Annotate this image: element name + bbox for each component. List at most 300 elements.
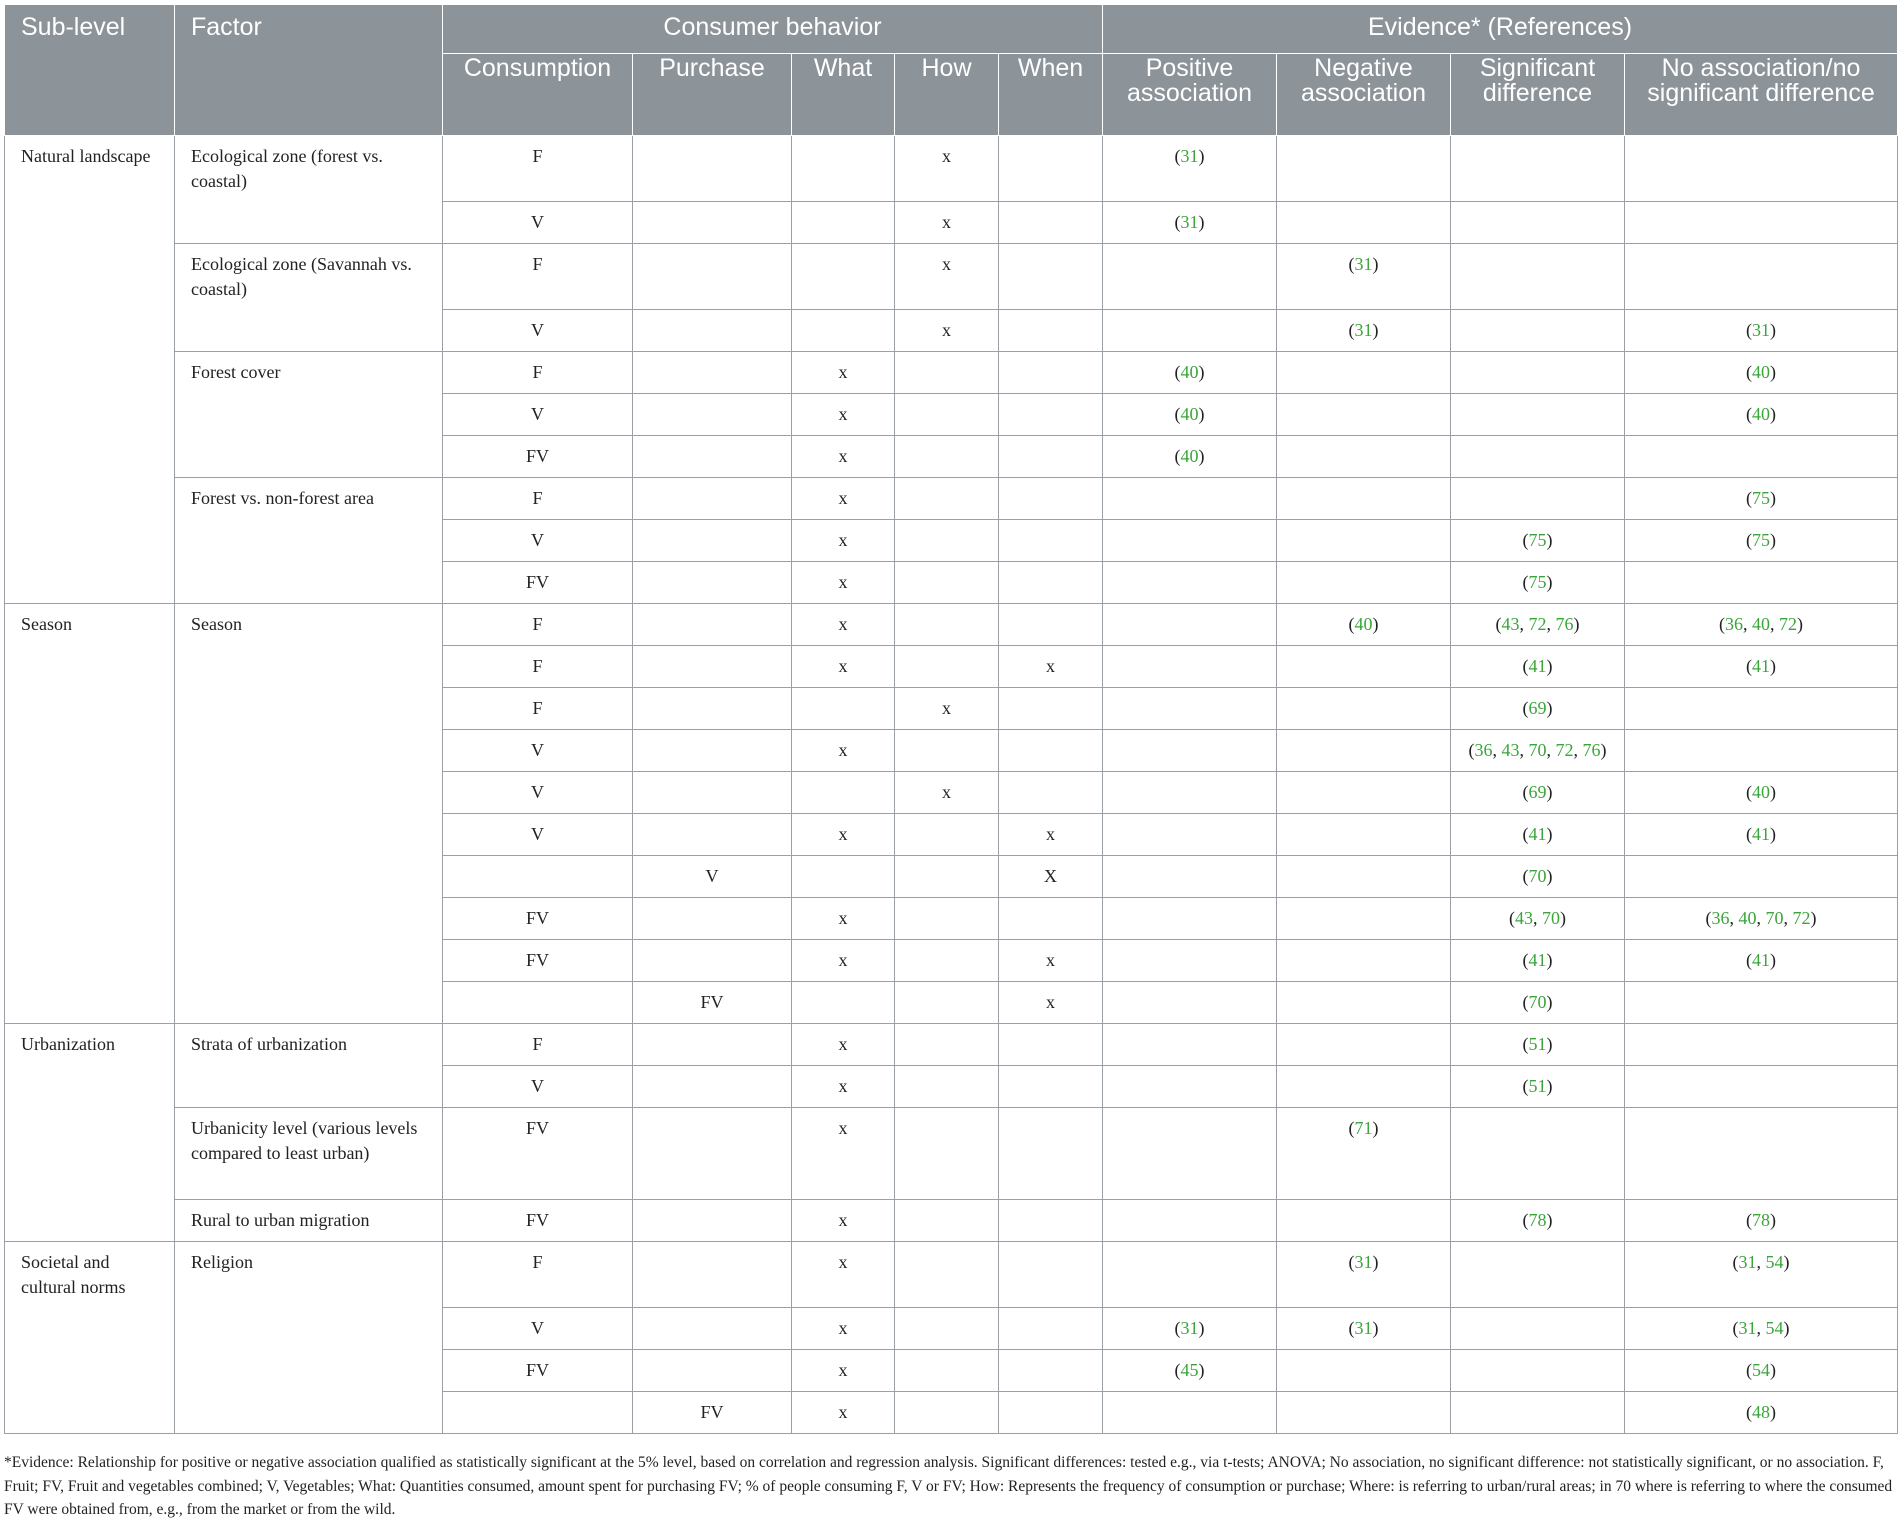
how-cell (895, 1350, 999, 1392)
when-cell (999, 394, 1103, 436)
reference-link[interactable]: 36 (1711, 908, 1730, 928)
how-cell (895, 1392, 999, 1434)
consumption-cell: FV (443, 1108, 633, 1200)
pos-evidence-cell (1103, 982, 1277, 1024)
header-no-association: No association/no significant difference (1625, 54, 1898, 136)
reference-link[interactable]: 71 (1354, 1118, 1373, 1138)
how-cell (895, 520, 999, 562)
what-cell: x (792, 562, 895, 604)
table-row (5, 352, 1898, 394)
reference-link[interactable]: 40 (1752, 782, 1770, 802)
reference-link[interactable]: 40 (1180, 404, 1199, 424)
purchase-cell (633, 730, 792, 772)
none-evidence-cell (1625, 982, 1898, 1024)
sig-evidence-cell: (41) (1451, 646, 1625, 688)
sig-evidence-cell (1451, 1108, 1625, 1200)
what-cell (792, 136, 895, 202)
when-cell (999, 1200, 1103, 1242)
when-cell: x (999, 646, 1103, 688)
consumption-cell: V (443, 730, 633, 772)
purchase-cell (633, 1024, 792, 1066)
none-evidence-cell: (31, 54) (1625, 1242, 1898, 1308)
reference-link[interactable]: 72 (1528, 614, 1547, 634)
purchase-cell (633, 940, 792, 982)
neg-evidence-cell (1277, 982, 1451, 1024)
neg-evidence-cell (1277, 898, 1451, 940)
neg-evidence-cell (1277, 436, 1451, 478)
reference-link[interactable]: 54 (1765, 1318, 1784, 1338)
how-cell (895, 604, 999, 646)
sig-evidence-cell: (36, 43, 70, 72, 76) (1451, 730, 1625, 772)
consumption-cell: V (443, 520, 633, 562)
purchase-cell (633, 520, 792, 562)
neg-evidence-cell: (40) (1277, 604, 1451, 646)
header-when: When (999, 54, 1103, 136)
none-evidence-cell: (40) (1625, 352, 1898, 394)
reference-link[interactable]: 41 (1528, 950, 1547, 970)
reference-link[interactable]: 70 (1528, 866, 1547, 886)
header-evidence: Evidence* (References) (1103, 5, 1898, 54)
what-cell: x (792, 940, 895, 982)
reference-link[interactable]: 51 (1528, 1034, 1547, 1054)
consumption-cell: F (443, 604, 633, 646)
consumption-cell (443, 982, 633, 1024)
none-evidence-cell (1625, 730, 1898, 772)
reference-link[interactable]: 78 (1528, 1210, 1547, 1230)
reference-link[interactable]: 54 (1765, 1252, 1784, 1272)
neg-evidence-cell (1277, 520, 1451, 562)
consumption-cell: FV (443, 436, 633, 478)
consumption-cell: V (443, 772, 633, 814)
when-cell (999, 520, 1103, 562)
how-cell (895, 730, 999, 772)
when-cell (999, 772, 1103, 814)
what-cell: x (792, 1108, 895, 1200)
reference-link[interactable]: 31 (1738, 1318, 1757, 1338)
how-cell (895, 394, 999, 436)
factor-cell: Urbanicity level (various levels compared to least urban) (175, 1108, 443, 1200)
consumption-cell: V (443, 394, 633, 436)
reference-link[interactable]: 31 (1738, 1252, 1757, 1272)
what-cell: x (792, 730, 895, 772)
sig-evidence-cell: (75) (1451, 520, 1625, 562)
purchase-cell (633, 1242, 792, 1308)
purchase-cell: FV (633, 1392, 792, 1434)
when-cell (999, 478, 1103, 520)
pos-evidence-cell: (40) (1103, 394, 1277, 436)
pos-evidence-cell (1103, 688, 1277, 730)
neg-evidence-cell (1277, 1350, 1451, 1392)
what-cell: x (792, 1066, 895, 1108)
reference-link[interactable]: 41 (1528, 824, 1547, 844)
what-cell (792, 772, 895, 814)
none-evidence-cell (1625, 856, 1898, 898)
factor-cell: Forest vs. non-forest area (175, 478, 443, 604)
neg-evidence-cell (1277, 646, 1451, 688)
how-cell (895, 982, 999, 1024)
header-consumer-behavior: Consumer behavior (443, 5, 1103, 54)
reference-link[interactable]: 69 (1528, 698, 1547, 718)
neg-evidence-cell (1277, 394, 1451, 436)
how-cell: x (895, 244, 999, 310)
none-evidence-cell (1625, 562, 1898, 604)
table-row (5, 604, 1898, 646)
sig-evidence-cell: (69) (1451, 688, 1625, 730)
reference-link[interactable]: 31 (1354, 320, 1373, 340)
sig-evidence-cell (1451, 1350, 1625, 1392)
reference-link[interactable]: 75 (1752, 530, 1770, 550)
table-row (5, 136, 1898, 202)
how-cell (895, 436, 999, 478)
what-cell: x (792, 352, 895, 394)
consumption-cell: F (443, 478, 633, 520)
reference-link[interactable]: 40 (1752, 362, 1770, 382)
what-cell (792, 688, 895, 730)
purchase-cell (633, 1108, 792, 1200)
pos-evidence-cell (1103, 1108, 1277, 1200)
none-evidence-cell: (75) (1625, 478, 1898, 520)
reference-link[interactable]: 76 (1582, 740, 1601, 760)
pos-evidence-cell (1103, 898, 1277, 940)
factor-cell: Religion (175, 1242, 443, 1434)
sig-evidence-cell (1451, 394, 1625, 436)
evidence-table (4, 4, 1898, 1434)
reference-link[interactable]: 43 (1515, 908, 1533, 928)
table-row (5, 244, 1898, 310)
sig-evidence-cell: (43, 70) (1451, 898, 1625, 940)
purchase-cell (633, 352, 792, 394)
reference-link[interactable]: 72 (1792, 908, 1811, 928)
none-evidence-cell: (36, 40, 72) (1625, 604, 1898, 646)
when-cell: x (999, 982, 1103, 1024)
header-significant-difference: Significant difference (1451, 54, 1625, 136)
how-cell (895, 898, 999, 940)
consumption-cell: V (443, 814, 633, 856)
neg-evidence-cell (1277, 1024, 1451, 1066)
pos-evidence-cell: (40) (1103, 436, 1277, 478)
reference-link[interactable]: 48 (1752, 1402, 1770, 1422)
purchase-cell (633, 688, 792, 730)
consumption-cell: FV (443, 940, 633, 982)
how-cell (895, 1242, 999, 1308)
when-cell: x (999, 814, 1103, 856)
pos-evidence-cell (1103, 730, 1277, 772)
factor-cell: Strata of urbanization (175, 1024, 443, 1108)
how-cell: x (895, 202, 999, 244)
sub-level-cell: Season (5, 604, 175, 1024)
when-cell (999, 1024, 1103, 1066)
sig-evidence-cell (1451, 244, 1625, 310)
pos-evidence-cell: (31) (1103, 136, 1277, 202)
reference-link[interactable]: 54 (1752, 1360, 1770, 1380)
table-row (5, 1024, 1898, 1066)
reference-link[interactable]: 78 (1752, 1210, 1770, 1230)
consumption-cell: V (443, 1066, 633, 1108)
sub-level-cell: Societal and cultural norms (5, 1242, 175, 1434)
purchase-cell: V (633, 856, 792, 898)
none-evidence-cell: (31) (1625, 310, 1898, 352)
when-cell (999, 310, 1103, 352)
reference-link[interactable]: 40 (1180, 362, 1199, 382)
when-cell (999, 1308, 1103, 1350)
consumption-cell: FV (443, 1350, 633, 1392)
when-cell (999, 244, 1103, 310)
consumption-cell (443, 856, 633, 898)
neg-evidence-cell (1277, 478, 1451, 520)
purchase-cell (633, 244, 792, 310)
reference-link[interactable]: 76 (1555, 614, 1574, 634)
when-cell (999, 562, 1103, 604)
none-evidence-cell: (41) (1625, 940, 1898, 982)
none-evidence-cell: (40) (1625, 772, 1898, 814)
how-cell (895, 1200, 999, 1242)
header-purchase: Purchase (633, 54, 792, 136)
header-positive-association: Positive association (1103, 54, 1277, 136)
when-cell (999, 436, 1103, 478)
none-evidence-cell: (31, 54) (1625, 1308, 1898, 1350)
neg-evidence-cell (1277, 940, 1451, 982)
consumption-cell: F (443, 244, 633, 310)
when-cell (999, 898, 1103, 940)
pos-evidence-cell (1103, 646, 1277, 688)
header-consumption: Consumption (443, 54, 633, 136)
what-cell: x (792, 478, 895, 520)
when-cell (999, 1242, 1103, 1308)
neg-evidence-cell (1277, 1066, 1451, 1108)
when-cell (999, 202, 1103, 244)
sig-evidence-cell: (51) (1451, 1024, 1625, 1066)
what-cell (792, 244, 895, 310)
none-evidence-cell (1625, 202, 1898, 244)
pos-evidence-cell (1103, 856, 1277, 898)
reference-link[interactable]: 40 (1738, 908, 1757, 928)
none-evidence-cell (1625, 244, 1898, 310)
consumption-cell (443, 1392, 633, 1434)
neg-evidence-cell (1277, 562, 1451, 604)
consumption-cell: FV (443, 898, 633, 940)
factor-cell: Rural to urban migration (175, 1200, 443, 1242)
sig-evidence-cell: (41) (1451, 814, 1625, 856)
when-cell (999, 604, 1103, 646)
what-cell: x (792, 1392, 895, 1434)
pos-evidence-cell: (31) (1103, 1308, 1277, 1350)
reference-link[interactable]: 45 (1180, 1360, 1199, 1380)
what-cell: x (792, 1242, 895, 1308)
what-cell (792, 982, 895, 1024)
neg-evidence-cell (1277, 136, 1451, 202)
factor-cell: Forest cover (175, 352, 443, 478)
what-cell: x (792, 520, 895, 562)
how-cell (895, 1066, 999, 1108)
reference-link[interactable]: 36 (1474, 740, 1493, 760)
neg-evidence-cell (1277, 202, 1451, 244)
reference-link[interactable]: 43 (1501, 614, 1520, 634)
neg-evidence-cell: (31) (1277, 1308, 1451, 1350)
sig-evidence-cell: (75) (1451, 562, 1625, 604)
sig-evidence-cell: (43, 72, 76) (1451, 604, 1625, 646)
reference-link[interactable]: 69 (1528, 782, 1547, 802)
reference-link[interactable]: 41 (1528, 656, 1547, 676)
what-cell (792, 202, 895, 244)
sig-evidence-cell (1451, 436, 1625, 478)
purchase-cell (633, 478, 792, 520)
neg-evidence-cell (1277, 856, 1451, 898)
neg-evidence-cell (1277, 772, 1451, 814)
none-evidence-cell (1625, 1066, 1898, 1108)
how-cell (895, 646, 999, 688)
how-cell (895, 352, 999, 394)
reference-link[interactable]: 41 (1752, 656, 1770, 676)
sig-evidence-cell (1451, 202, 1625, 244)
reference-link[interactable]: 41 (1752, 950, 1770, 970)
pos-evidence-cell (1103, 814, 1277, 856)
reference-link[interactable]: 31 (1354, 1318, 1373, 1338)
reference-link[interactable]: 31 (1180, 1318, 1199, 1338)
purchase-cell (633, 772, 792, 814)
what-cell: x (792, 1200, 895, 1242)
how-cell (895, 1108, 999, 1200)
sig-evidence-cell (1451, 352, 1625, 394)
sig-evidence-cell (1451, 1308, 1625, 1350)
consumption-cell: F (443, 646, 633, 688)
header-factor: Factor (175, 5, 443, 136)
reference-link[interactable]: 31 (1180, 146, 1199, 166)
sig-evidence-cell (1451, 310, 1625, 352)
table-body (5, 136, 1898, 1434)
reference-link[interactable]: 70 (1528, 740, 1547, 760)
neg-evidence-cell (1277, 1392, 1451, 1434)
none-evidence-cell: (41) (1625, 646, 1898, 688)
what-cell: x (792, 394, 895, 436)
reference-link[interactable]: 75 (1528, 530, 1547, 550)
when-cell (999, 688, 1103, 730)
sig-evidence-cell: (69) (1451, 772, 1625, 814)
reference-link[interactable]: 43 (1501, 740, 1520, 760)
none-evidence-cell: (54) (1625, 1350, 1898, 1392)
what-cell: x (792, 604, 895, 646)
none-evidence-cell: (40) (1625, 394, 1898, 436)
consumption-cell: FV (443, 1200, 633, 1242)
reference-link[interactable]: 51 (1528, 1076, 1547, 1096)
consumption-cell: V (443, 1308, 633, 1350)
what-cell: x (792, 1350, 895, 1392)
purchase-cell (633, 436, 792, 478)
reference-link[interactable]: 72 (1779, 614, 1797, 634)
pos-evidence-cell (1103, 1024, 1277, 1066)
when-cell (999, 1350, 1103, 1392)
pos-evidence-cell (1103, 478, 1277, 520)
reference-link[interactable]: 31 (1180, 212, 1199, 232)
sig-evidence-cell: (70) (1451, 982, 1625, 1024)
reference-link[interactable]: 75 (1528, 572, 1547, 592)
pos-evidence-cell (1103, 1200, 1277, 1242)
reference-link[interactable]: 75 (1752, 488, 1770, 508)
reference-link[interactable]: 70 (1542, 908, 1560, 928)
how-cell: x (895, 310, 999, 352)
sig-evidence-cell (1451, 136, 1625, 202)
reference-link[interactable]: 70 (1765, 908, 1784, 928)
when-cell: X (999, 856, 1103, 898)
pos-evidence-cell (1103, 772, 1277, 814)
sig-evidence-cell: (70) (1451, 856, 1625, 898)
what-cell: x (792, 1308, 895, 1350)
pos-evidence-cell: (40) (1103, 352, 1277, 394)
sig-evidence-cell (1451, 478, 1625, 520)
reference-link[interactable]: 36 (1725, 614, 1743, 634)
header-sub-level: Sub-level (5, 5, 175, 136)
table-row (5, 1108, 1898, 1200)
pos-evidence-cell (1103, 562, 1277, 604)
when-cell (999, 1066, 1103, 1108)
purchase-cell (633, 814, 792, 856)
purchase-cell (633, 310, 792, 352)
none-evidence-cell: (75) (1625, 520, 1898, 562)
how-cell (895, 562, 999, 604)
how-cell (895, 940, 999, 982)
sub-level-cell: Urbanization (5, 1024, 175, 1242)
header-how: How (895, 54, 999, 136)
pos-evidence-cell (1103, 244, 1277, 310)
reference-link[interactable]: 31 (1354, 254, 1373, 274)
purchase-cell (633, 136, 792, 202)
consumption-cell: F (443, 688, 633, 730)
how-cell (895, 478, 999, 520)
none-evidence-cell (1625, 1108, 1898, 1200)
factor-cell: Season (175, 604, 443, 1024)
how-cell (895, 1024, 999, 1066)
none-evidence-cell (1625, 436, 1898, 478)
table-footnote: *Evidence: Relationship for positive or negative association qualified as statistically significant at the 5% level, based on correlation and regression analysis. Significant differences: tested e.g., via t-tests; ANOVA; No association, no significant difference: not statistically significant, or no association. F, Fruit; FV, Fruit and vegetables combined; V, Vegetables; What: Quantities consumed, amount spent for purchasing FV; % of people consuming F, V or FV; How: Represents the frequency of consumption or purchase; Where: is referring to urban/rural areas; in 70 where is referring to where the consumed FV were obtained from, e.g., from the market or from the wild. (4, 1454, 1893, 1518)
none-evidence-cell (1625, 1024, 1898, 1066)
sig-evidence-cell: (78) (1451, 1200, 1625, 1242)
reference-link[interactable]: 70 (1528, 992, 1547, 1012)
purchase-cell (633, 1066, 792, 1108)
consumption-cell: F (443, 352, 633, 394)
header-what: What (792, 54, 895, 136)
reference-link[interactable]: 40 (1752, 614, 1770, 634)
reference-link[interactable]: 40 (1354, 614, 1373, 634)
reference-link[interactable]: 31 (1752, 320, 1770, 340)
sig-evidence-cell: (51) (1451, 1066, 1625, 1108)
reference-link[interactable]: 40 (1180, 446, 1199, 466)
consumption-cell: FV (443, 562, 633, 604)
reference-link[interactable]: 72 (1555, 740, 1574, 760)
none-evidence-cell (1625, 688, 1898, 730)
neg-evidence-cell: (71) (1277, 1108, 1451, 1200)
what-cell (792, 310, 895, 352)
what-cell: x (792, 814, 895, 856)
what-cell: x (792, 646, 895, 688)
pos-evidence-cell: (31) (1103, 202, 1277, 244)
consumption-cell: F (443, 136, 633, 202)
what-cell: x (792, 1024, 895, 1066)
reference-link[interactable]: 40 (1752, 404, 1770, 424)
table-row (5, 478, 1898, 520)
when-cell (999, 730, 1103, 772)
purchase-cell: FV (633, 982, 792, 1024)
neg-evidence-cell (1277, 352, 1451, 394)
sig-evidence-cell (1451, 1242, 1625, 1308)
reference-link[interactable]: 41 (1752, 824, 1770, 844)
sig-evidence-cell: (41) (1451, 940, 1625, 982)
how-cell: x (895, 136, 999, 202)
neg-evidence-cell: (31) (1277, 310, 1451, 352)
consumption-cell: V (443, 202, 633, 244)
consumption-cell: F (443, 1242, 633, 1308)
how-cell (895, 1308, 999, 1350)
purchase-cell (633, 1200, 792, 1242)
reference-link[interactable]: 31 (1354, 1252, 1373, 1272)
